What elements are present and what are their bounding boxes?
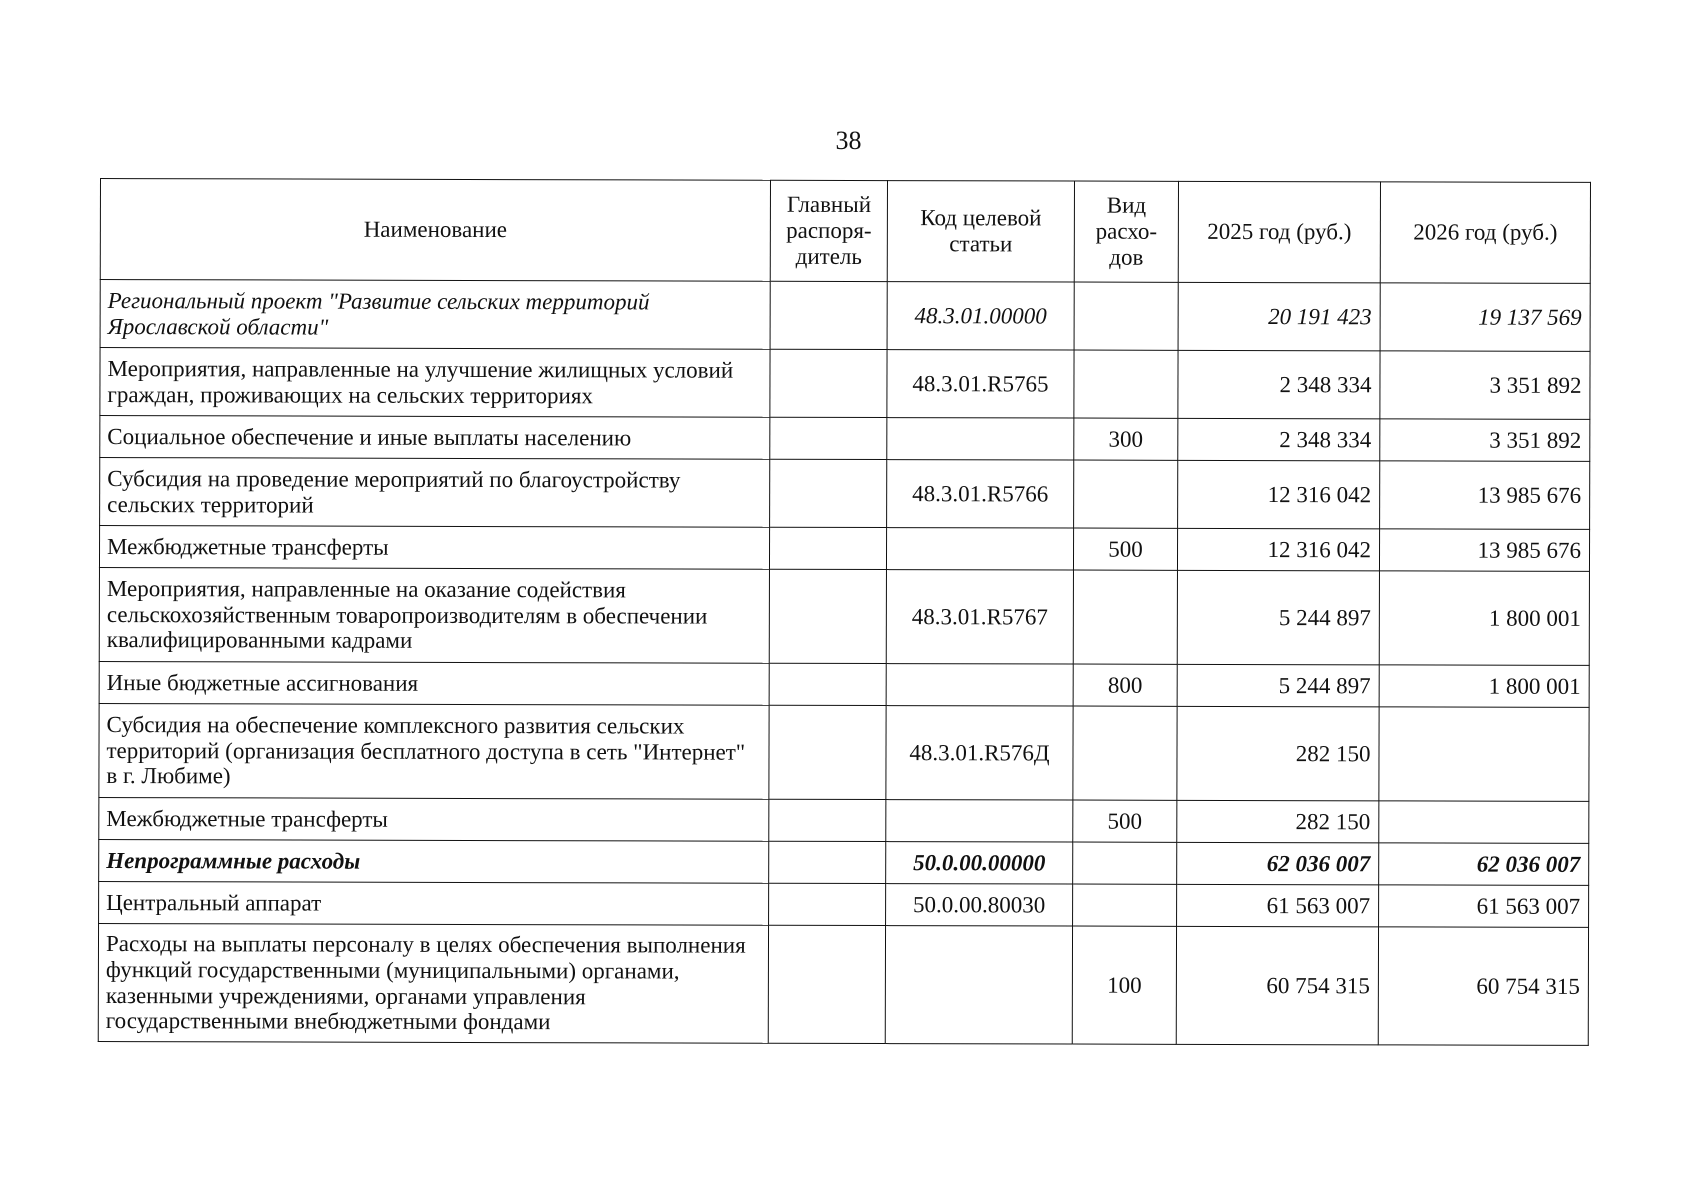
header-name: Наименование	[100, 179, 770, 282]
row-amount-2025-cell: 62 036 007	[1177, 842, 1379, 885]
row-amount-2025-cell: 2 348 334	[1178, 350, 1380, 419]
row-amount-2025-cell: 5 244 897	[1177, 570, 1379, 665]
table-row	[99, 568, 1589, 666]
row-target-code-cell: 48.3.01.R5767	[886, 570, 1073, 664]
table-row	[99, 661, 1589, 707]
table-row	[100, 458, 1590, 530]
row-amount-2025-cell: 61 563 007	[1177, 884, 1379, 927]
row-main-manager-cell	[769, 527, 886, 569]
row-expense-type-cell: 100	[1072, 926, 1176, 1044]
row-amount-2026-cell: 62 036 007	[1379, 843, 1589, 886]
header-expense-type: Вид расхо-дов	[1074, 181, 1178, 282]
table-header-row	[100, 179, 1590, 284]
row-target-code-cell: 50.0.00.00000	[886, 842, 1073, 884]
row-name-cell: Региональный проект "Развитие сельских территорий Ярославской области"	[100, 280, 770, 350]
table-row	[100, 280, 1590, 352]
row-name-cell: Расходы на выплаты персоналу в целях обеспечения выполнения функций государственными (муниципальными) органами, казенными учреждениями, органами управления государственными внебюджетными фондами	[98, 923, 768, 1043]
row-main-manager-cell	[769, 705, 886, 799]
row-amount-2025-cell: 12 316 042	[1177, 528, 1379, 571]
row-target-code-cell: 48.3.01.00000	[887, 282, 1074, 350]
row-amount-2025-cell: 5 244 897	[1177, 664, 1379, 707]
table-row	[99, 797, 1589, 843]
table-row	[100, 348, 1590, 420]
row-amount-2026-cell: 61 563 007	[1379, 885, 1589, 928]
row-target-code-cell: 50.0.00.80030	[886, 884, 1073, 926]
row-expense-type-cell	[1074, 282, 1178, 350]
table-row	[99, 526, 1589, 572]
row-main-manager-cell	[769, 841, 886, 883]
row-amount-2026-cell: 13 985 676	[1379, 529, 1589, 572]
row-name-cell: Иные бюджетные ассигнования	[99, 661, 769, 705]
header-year-2026: 2026 год (руб.)	[1380, 182, 1590, 284]
row-amount-2026-cell: 13 985 676	[1380, 461, 1590, 530]
row-name-cell: Социальное обеспечение и иные выплаты населению	[100, 416, 770, 460]
row-target-code-cell: 48.3.01.R5766	[887, 460, 1074, 528]
row-main-manager-cell	[770, 281, 887, 349]
row-main-manager-cell	[769, 883, 886, 925]
row-amount-2026-cell	[1379, 707, 1589, 802]
row-name-cell: Субсидия на проведение мероприятий по благоустройству сельских территорий	[100, 458, 770, 528]
row-main-manager-cell	[769, 569, 886, 663]
row-target-code-cell: 48.3.01.R576Д	[886, 706, 1073, 800]
table-row	[99, 703, 1589, 801]
row-main-manager-cell	[768, 925, 885, 1043]
row-target-code-cell	[886, 800, 1073, 842]
row-amount-2026-cell: 1 800 001	[1379, 665, 1589, 708]
row-expense-type-cell: 500	[1073, 800, 1177, 842]
row-amount-2026-cell: 1 800 001	[1379, 571, 1589, 666]
header-year-2025: 2025 год (руб.)	[1178, 181, 1380, 283]
table-row	[100, 416, 1590, 462]
table-row	[99, 839, 1589, 885]
page-number: 38	[835, 126, 862, 155]
row-amount-2026-cell: 19 137 569	[1380, 283, 1590, 352]
row-amount-2026-cell: 60 754 315	[1378, 927, 1588, 1046]
row-main-manager-cell	[770, 459, 887, 527]
row-amount-2025-cell: 60 754 315	[1176, 926, 1378, 1045]
row-name-cell: Мероприятия, направленные на улучшение жилищных условий граждан, проживающих на сельских территориях	[100, 348, 770, 418]
row-main-manager-cell	[769, 663, 886, 705]
table-row	[99, 881, 1589, 927]
row-amount-2025-cell: 12 316 042	[1178, 460, 1380, 529]
header-main-manager: Главный распоря-дитель	[770, 180, 887, 281]
row-expense-type-cell: 800	[1073, 664, 1177, 706]
row-name-cell: Межбюджетные трансферты	[99, 797, 769, 841]
row-expense-type-cell: 300	[1074, 418, 1178, 460]
budget-table-container	[98, 178, 1590, 1046]
row-name-cell: Центральный аппарат	[99, 881, 769, 925]
row-name-cell: Субсидия на обеспечение комплексного развития сельских территорий (организация бесплатного доступа в сеть "Интернет" в г. Любиме)	[99, 703, 769, 799]
table-body	[98, 280, 1590, 1046]
row-main-manager-cell	[770, 349, 887, 417]
row-expense-type-cell: 500	[1073, 528, 1177, 570]
row-name-cell: Мероприятия, направленные на оказание содействия сельскохозяйственным товаропроизводителям в обеспечении квалифицированными кадрами	[99, 568, 769, 664]
row-amount-2026-cell: 3 351 892	[1380, 351, 1590, 420]
row-amount-2025-cell: 282 150	[1177, 706, 1379, 801]
row-expense-type-cell	[1073, 570, 1177, 664]
row-target-code-cell: 48.3.01.R5765	[887, 350, 1074, 418]
row-name-cell: Непрограммные расходы	[99, 839, 769, 883]
budget-table	[98, 178, 1591, 1046]
row-target-code-cell	[887, 418, 1074, 460]
row-amount-2026-cell: 3 351 892	[1380, 419, 1590, 462]
header-target-code: Код целевой статьи	[887, 181, 1074, 282]
row-amount-2025-cell: 20 191 423	[1178, 282, 1380, 351]
row-expense-type-cell	[1074, 460, 1178, 528]
row-main-manager-cell	[769, 799, 886, 841]
row-expense-type-cell	[1074, 350, 1178, 418]
row-amount-2025-cell: 2 348 334	[1178, 418, 1380, 461]
row-expense-type-cell	[1073, 842, 1177, 884]
row-expense-type-cell	[1073, 884, 1177, 926]
row-target-code-cell	[886, 528, 1073, 570]
row-name-cell: Межбюджетные трансферты	[99, 526, 769, 570]
row-target-code-cell	[885, 926, 1072, 1044]
row-target-code-cell	[886, 664, 1073, 706]
row-amount-2025-cell: 282 150	[1177, 800, 1379, 843]
table-row	[98, 923, 1588, 1045]
row-main-manager-cell	[770, 417, 887, 459]
row-amount-2026-cell	[1379, 801, 1589, 844]
row-expense-type-cell	[1073, 706, 1177, 800]
